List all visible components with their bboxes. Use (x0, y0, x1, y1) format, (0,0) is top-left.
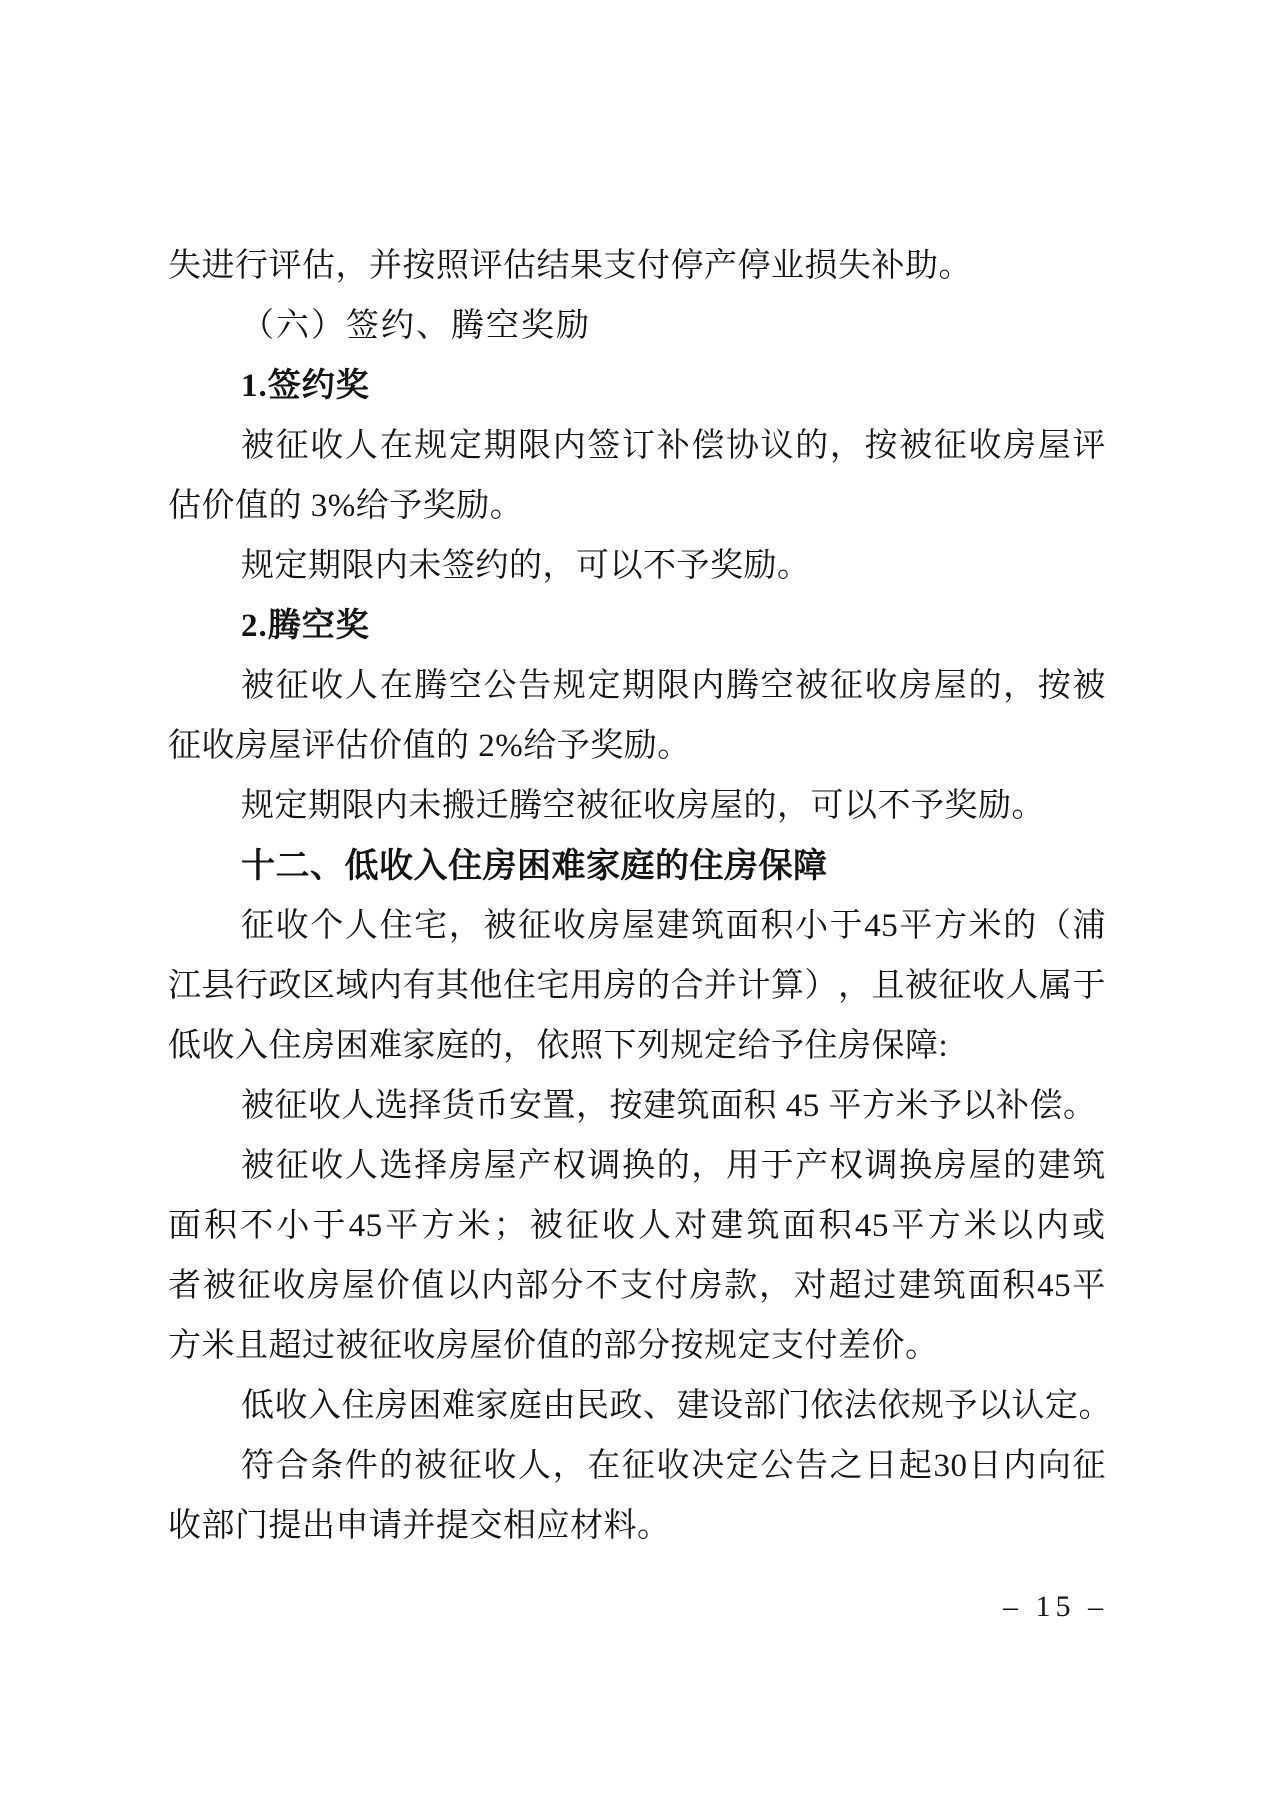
paragraph-line: 被 征 收 人 在 规 定 期 限 内 签 订 补 偿 协 议 的 ， 按 被 征 收 房 屋 评 (241, 428, 1106, 464)
paragraph-line: 低收入住房困难家庭由民政、建设部门依法依规予以认定。 (241, 1388, 1112, 1424)
paragraph-line: 被 征 收 人 在 腾 空 公 告 规 定 期 限 内 腾 空 被 征 收 房 屋 的 ， 按 被 (241, 668, 1106, 704)
page-number: – 15 – (1003, 1590, 1108, 1623)
paragraph-line: 江 县 行 政 区 域 内 有 其 他 住 宅 用 房 的 合 并 计 算 ） ， 且 被 征 收 人 属 于 (168, 968, 1106, 1004)
paragraph-line: 估价值的 3%给予奖励。 (168, 488, 524, 524)
numbered-heading-2: 2.腾空奖 (241, 608, 370, 644)
numbered-heading-1: 1.签约奖 (241, 368, 370, 404)
paragraph-line: 征 收 个 人 住 宅 ， 被 征 收 房 屋 建 筑 面 积 小 于 45 平 方 米 的 （ 浦 (241, 908, 1106, 944)
paragraph-line: 符 合 条 件 的 被 征 收 人 ， 在 征 收 决 定 公 告 之 日 起 30 日 内 向 征 (241, 1448, 1106, 1484)
paragraph-line: 面 积 不 小 于 45 平 方 米 ； 被 征 收 人 对 建 筑 面 积 45 平 方 米 以 内 或 (168, 1208, 1106, 1244)
paragraph-line: 被 征 收 人 选 择 房 屋 产 权 调 换 的 ， 用 于 产 权 调 换 房 屋 的 建 筑 (241, 1148, 1106, 1184)
paragraph-line: 低收入住房困难家庭的，依照下列规定给予住房保障: (168, 1028, 949, 1064)
paragraph-line-continuation: 失进行评估，并按照评估结果支付停产停业损失补助。 (168, 248, 972, 284)
paragraph-line: 收部门提出申请并提交相应材料。 (168, 1508, 671, 1544)
paragraph-line: 规定期限内未签约的，可以不予奖励。 (241, 548, 811, 584)
subsection-heading-6: （六）签约、腾空奖励 (241, 308, 591, 344)
section-heading-12: 十二、低收入住房困难家庭的住房保障 (241, 847, 828, 885)
paragraph-line: 者 被 征 收 房 屋 价 值 以 内 部 分 不 支 付 房 款 ， 对 超 过 建 筑 面 积 45 平 (168, 1268, 1106, 1304)
paragraph-line: 被征收人选择货币安置，按建筑面积 45 平方米予以补偿。 (241, 1088, 1097, 1124)
paragraph-line: 征收房屋评估价值的 2%给予奖励。 (168, 728, 691, 764)
paragraph-line: 规定期限内未搬迁腾空被征收房屋的，可以不予奖励。 (241, 788, 1045, 824)
paragraph-line: 方米且超过被征收房屋价值的部分按规定支付差价。 (168, 1328, 939, 1364)
